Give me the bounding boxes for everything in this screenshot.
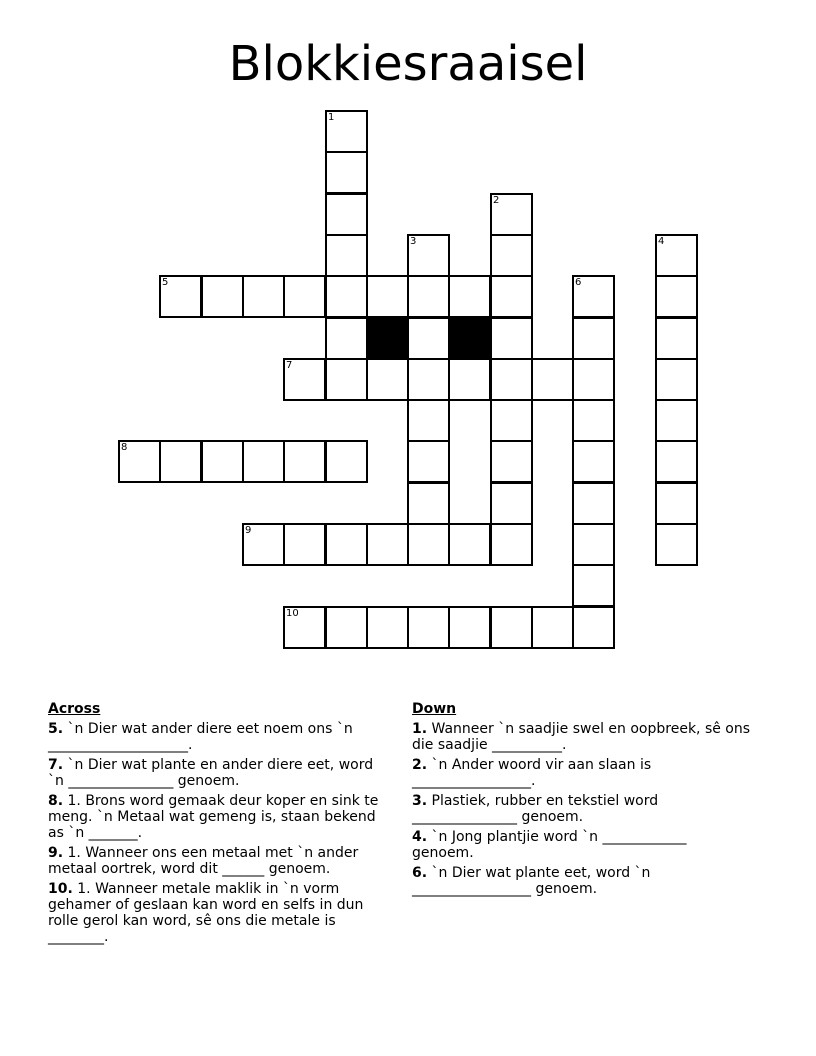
crossword-cell[interactable]	[283, 440, 326, 483]
crossword-cell[interactable]	[655, 440, 698, 483]
clue-text: Wanneer `n saadjie swel en oopbreek, sê ons die saadjie __________.	[412, 721, 751, 753]
crossword-cell[interactable]	[490, 399, 533, 442]
crossword-cell[interactable]	[490, 358, 533, 401]
crossword-cell[interactable]	[572, 275, 615, 318]
crossword-cell[interactable]	[366, 275, 409, 318]
down-clue-list	[412, 721, 752, 897]
crossword-cell[interactable]	[448, 275, 491, 318]
crossword-cell[interactable]	[490, 317, 533, 360]
crossword-cell[interactable]	[325, 606, 368, 649]
crossword-cell[interactable]	[572, 358, 615, 401]
clue-text: `n Dier wat ander diere eet noem ons `n ____________________.	[48, 721, 353, 753]
clue-number: 7.	[48, 757, 64, 773]
clue-number: 9.	[48, 845, 64, 861]
clue-number: 4.	[412, 829, 428, 845]
cell-number: 10	[286, 608, 299, 619]
down-clue	[412, 829, 752, 861]
across-clues	[48, 701, 388, 949]
crossword-cell[interactable]	[572, 482, 615, 525]
across-clue	[48, 793, 388, 841]
cell-number: 6	[575, 277, 582, 288]
clue-text: 1. Wanneer ons een metaal met `n ander metaal oortrek, word dit ______ genoem.	[48, 845, 359, 877]
crossword-cell[interactable]	[407, 606, 450, 649]
crossword-cell[interactable]	[325, 317, 368, 360]
across-clue	[48, 845, 388, 877]
crossword-cell[interactable]	[325, 234, 368, 277]
clue-number: 8.	[48, 793, 64, 809]
crossword-cell[interactable]	[572, 564, 615, 607]
clue-text: `n Ander woord vir aan slaan is _________________.	[412, 757, 652, 789]
across-clue	[48, 757, 388, 789]
crossword-cell[interactable]	[572, 399, 615, 442]
across-heading: Across	[48, 701, 101, 717]
clue-number: 5.	[48, 721, 64, 737]
crossword-cell[interactable]	[159, 440, 202, 483]
crossword-cell[interactable]	[407, 358, 450, 401]
clue-text: Plastiek, rubber en tekstiel word _______________ genoem.	[412, 793, 659, 825]
crossword-cell[interactable]	[490, 275, 533, 318]
crossword-cell[interactable]	[325, 275, 368, 318]
clue-number: 6.	[412, 865, 428, 881]
crossword-cell[interactable]	[159, 275, 202, 318]
crossword-cell[interactable]	[283, 358, 326, 401]
crossword-cell[interactable]	[490, 234, 533, 277]
crossword-cell[interactable]	[325, 193, 368, 236]
crossword-cell[interactable]	[325, 151, 368, 194]
crossword-cell[interactable]	[531, 606, 574, 649]
crossword-black-cell	[448, 317, 491, 360]
across-clue-list	[48, 721, 388, 945]
crossword-cell[interactable]	[242, 440, 285, 483]
crossword-cell[interactable]	[655, 482, 698, 525]
down-clues	[412, 701, 752, 901]
crossword-cell[interactable]	[325, 523, 368, 566]
crossword-cell[interactable]	[490, 440, 533, 483]
crossword-cell[interactable]	[201, 440, 244, 483]
crossword-cell[interactable]	[283, 275, 326, 318]
crossword-cell[interactable]	[366, 358, 409, 401]
crossword-cell[interactable]	[118, 440, 161, 483]
crossword-cell[interactable]	[407, 399, 450, 442]
cell-number: 5	[162, 277, 169, 288]
cell-number: 1	[328, 112, 335, 123]
crossword-cell[interactable]	[325, 358, 368, 401]
crossword-cell[interactable]	[655, 234, 698, 277]
across-clue	[48, 881, 388, 945]
cell-number: 2	[493, 195, 500, 206]
crossword-cell[interactable]	[655, 523, 698, 566]
down-clue	[412, 865, 752, 897]
crossword-cell[interactable]	[572, 523, 615, 566]
cell-number: 4	[658, 236, 665, 247]
down-clue	[412, 721, 752, 753]
crossword-cell[interactable]	[325, 440, 368, 483]
down-heading: Down	[412, 701, 457, 717]
crossword-cell[interactable]	[242, 523, 285, 566]
crossword-cell[interactable]	[655, 399, 698, 442]
crossword-cell[interactable]	[655, 358, 698, 401]
across-clue	[48, 721, 388, 753]
crossword-cell[interactable]	[283, 606, 326, 649]
crossword-cell[interactable]	[655, 317, 698, 360]
crossword-cell[interactable]	[407, 482, 450, 525]
crossword-cell[interactable]	[325, 110, 368, 153]
crossword-black-cell	[366, 317, 409, 360]
crossword-cell[interactable]	[490, 523, 533, 566]
crossword-cell[interactable]	[448, 523, 491, 566]
down-clue	[412, 757, 752, 789]
cell-number: 9	[245, 525, 252, 536]
page-title: Blokkiesraaisel	[228, 36, 588, 92]
cell-number: 8	[121, 442, 128, 453]
cell-number: 7	[286, 360, 293, 371]
crossword-cell[interactable]	[448, 606, 491, 649]
crossword-cell[interactable]	[407, 440, 450, 483]
clue-text: 1. Brons word gemaak deur koper en sink te meng. `n Metaal wat gemeng is, staan bekend as `n _______.	[48, 793, 379, 841]
crossword-cell[interactable]	[407, 275, 450, 318]
clue-number: 1.	[412, 721, 428, 737]
clue-text: 1. Wanneer metale maklik in `n vorm gehamer of geslaan kan word en selfs in dun rolle gerol kan word, sê ons die metale is ________.	[48, 881, 364, 945]
crossword-cell[interactable]	[572, 440, 615, 483]
clue-number: 2.	[412, 757, 428, 773]
crossword-cell[interactable]	[242, 275, 285, 318]
crossword-cell[interactable]	[490, 606, 533, 649]
clue-number: 10.	[48, 881, 73, 897]
crossword-cell[interactable]	[490, 482, 533, 525]
crossword-cell[interactable]	[572, 317, 615, 360]
crossword-cell[interactable]	[283, 523, 326, 566]
clue-text: `n Dier wat plante eet, word `n _________________ genoem.	[412, 865, 651, 897]
crossword-cell[interactable]	[366, 606, 409, 649]
crossword-cell[interactable]	[201, 275, 244, 318]
crossword-cell[interactable]	[572, 606, 615, 649]
crossword-cell[interactable]	[531, 358, 574, 401]
crossword-cell[interactable]	[407, 523, 450, 566]
clue-number: 3.	[412, 793, 428, 809]
crossword-cell[interactable]	[490, 193, 533, 236]
crossword-cell[interactable]	[655, 275, 698, 318]
crossword-cell[interactable]	[407, 317, 450, 360]
crossword-cell[interactable]	[448, 358, 491, 401]
crossword-cell[interactable]	[366, 523, 409, 566]
cell-number: 3	[410, 236, 417, 247]
down-clue	[412, 793, 752, 825]
clue-text: `n Jong plantjie word `n ____________ genoem.	[412, 829, 687, 861]
crossword-cell[interactable]	[407, 234, 450, 277]
clue-text: `n Dier wat plante en ander diere eet, word `n _______________ genoem.	[48, 757, 374, 789]
